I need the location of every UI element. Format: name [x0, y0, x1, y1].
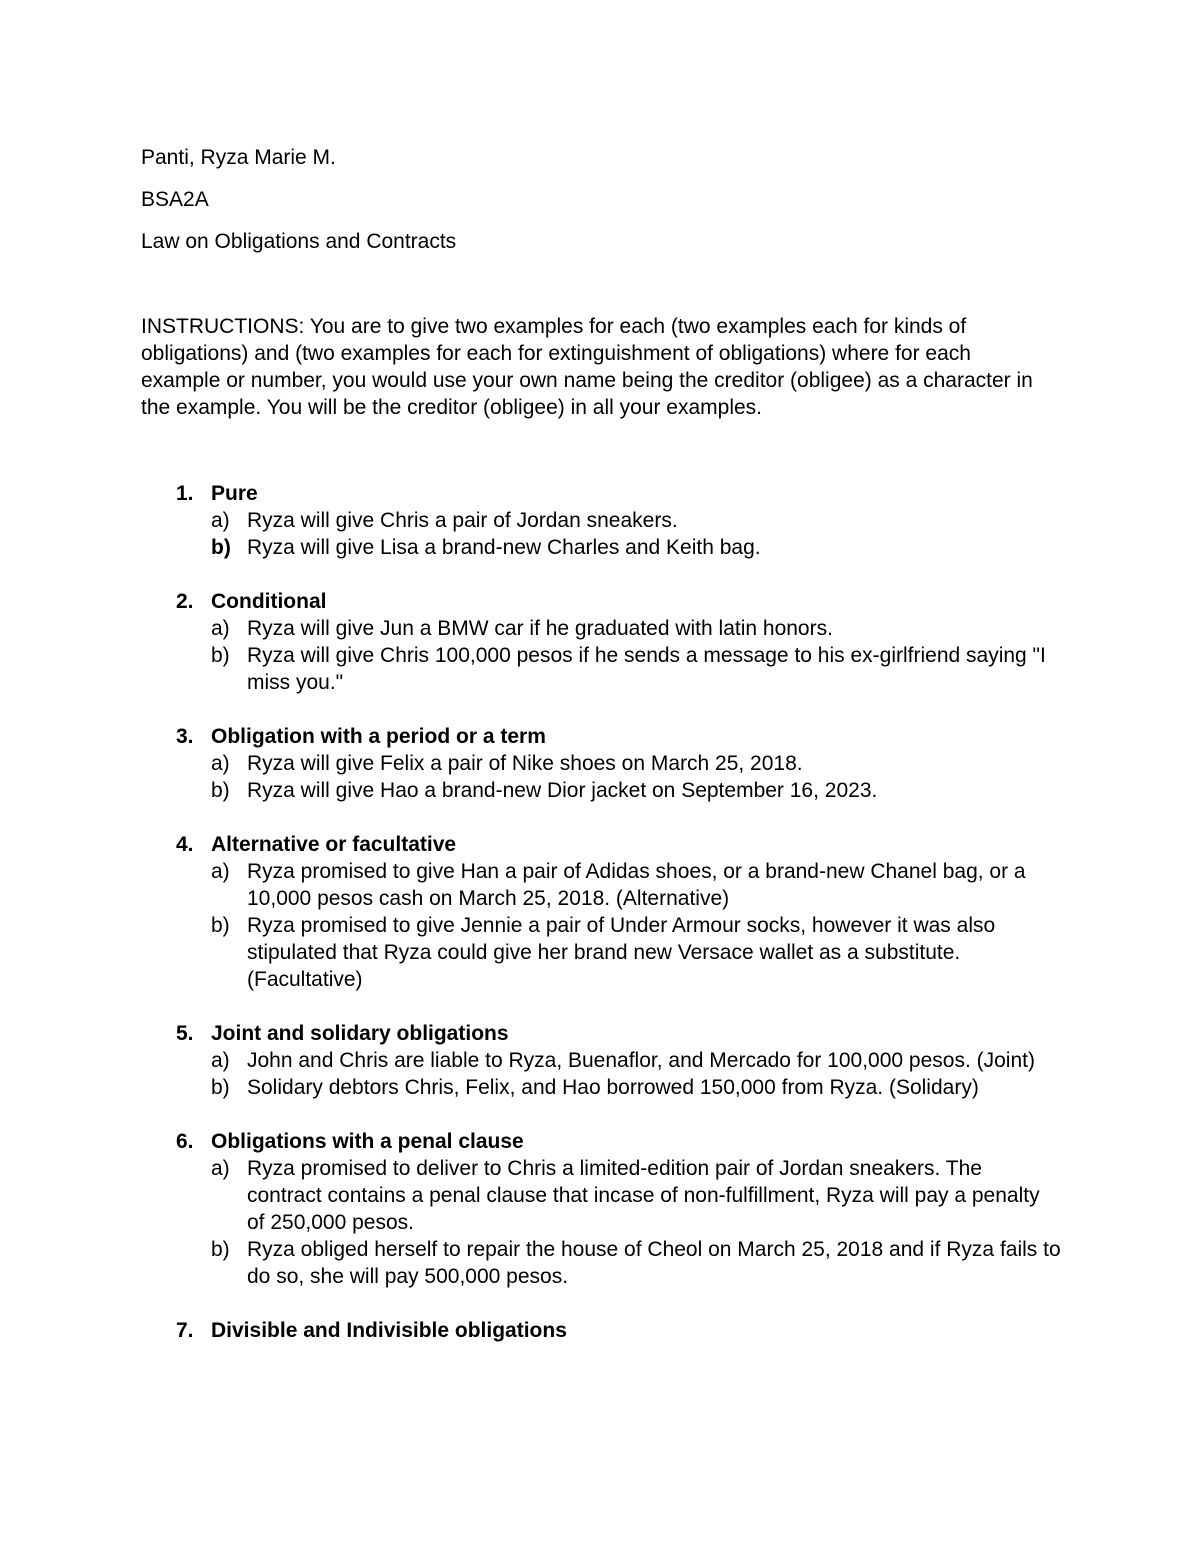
example-item: [141, 1047, 1061, 1074]
section-title: Joint and solidary obligations: [211, 1022, 509, 1045]
example-text: John and Chris are liable to Ryza, Buenaflor, and Mercado for 100,000 pesos. (Joint): [247, 1049, 1035, 1072]
example-label: b): [211, 536, 231, 559]
example-text: Ryza promised to give Jennie a pair of Under Armour socks, however it was also stipulated that Ryza could give her brand new Versace wallet as a substitute. (Facultative): [247, 914, 996, 991]
obligations-list: [141, 480, 1061, 1371]
obligation-section: [141, 480, 1061, 561]
example-label: a): [211, 752, 230, 775]
instructions-paragraph: INSTRUCTIONS: You are to give two examples for each (two examples each for kinds of obligations) and (two examples for each for extinguishment of obligations) where for each example or number, you would use your own name being the creditor (obligee) as a character in the example. You will be the creditor (obligee) in all your examples.: [141, 315, 1033, 419]
section-title: Divisible and Indivisible obligations: [211, 1319, 567, 1342]
example-label: b): [211, 914, 230, 937]
example-item: [141, 507, 1061, 534]
section-heading: [141, 1128, 1061, 1155]
section-number: 7.: [176, 1319, 194, 1342]
student-section: BSA2A: [141, 188, 209, 211]
example-label: a): [211, 509, 230, 532]
example-text: Ryza obliged herself to repair the house of Cheol on March 25, 2018 and if Ryza fails to do so, she will pay 500,000 pesos.: [247, 1238, 1061, 1288]
example-label: b): [211, 779, 230, 802]
example-text: Ryza will give Chris a pair of Jordan sneakers.: [247, 509, 678, 532]
example-item: [141, 534, 1061, 561]
example-label: a): [211, 617, 230, 640]
example-text: Ryza will give Jun a BMW car if he graduated with latin honors.: [247, 617, 833, 640]
section-number: 1.: [176, 482, 194, 505]
example-item: [141, 1155, 1061, 1236]
example-text: Ryza promised to give Han a pair of Adidas shoes, or a brand-new Chanel bag, or a 10,000 pesos cash on March 25, 2018. (Alternative): [247, 860, 1026, 910]
section-title: Obligation with a period or a term: [211, 725, 546, 748]
example-text: Ryza promised to deliver to Chris a limited-edition pair of Jordan sneakers. The contract contains a penal clause that incase of non-fulfillment, Ryza will pay a penalty of 250,000 pesos.: [247, 1157, 1040, 1234]
section-heading: [141, 588, 1061, 615]
example-item: [141, 1074, 1061, 1101]
obligation-section: [141, 1128, 1061, 1290]
example-item: [141, 750, 1061, 777]
student-name: Panti, Ryza Marie M.: [141, 146, 336, 169]
example-text: Ryza will give Felix a pair of Nike shoes on March 25, 2018.: [247, 752, 803, 775]
example-item: [141, 642, 1061, 696]
section-number: 5.: [176, 1022, 194, 1045]
example-item: [141, 1236, 1061, 1290]
example-label: b): [211, 1076, 230, 1099]
example-label: a): [211, 1049, 230, 1072]
section-heading: [141, 1020, 1061, 1047]
example-label: b): [211, 1238, 230, 1261]
section-heading: [141, 723, 1061, 750]
example-text: Ryza will give Lisa a brand-new Charles and Keith bag.: [247, 536, 761, 559]
section-title: Alternative or facultative: [211, 833, 457, 856]
example-text: Ryza will give Chris 100,000 pesos if he sends a message to his ex-girlfriend saying "I miss you.": [247, 644, 1046, 694]
section-title: Conditional: [211, 590, 327, 613]
example-item: [141, 615, 1061, 642]
obligation-section: [141, 1317, 1061, 1344]
obligation-section: [141, 1020, 1061, 1101]
example-item: [141, 858, 1061, 912]
section-title: Obligations with a penal clause: [211, 1130, 524, 1153]
section-number: 6.: [176, 1130, 194, 1153]
section-heading: [141, 480, 1061, 507]
obligation-section: [141, 588, 1061, 696]
section-heading: [141, 1317, 1061, 1344]
obligation-section: [141, 723, 1061, 804]
example-item: [141, 912, 1061, 993]
example-label: b): [211, 644, 230, 667]
section-heading: [141, 831, 1061, 858]
example-item: [141, 777, 1061, 804]
example-label: a): [211, 860, 230, 883]
course-title: Law on Obligations and Contracts: [141, 230, 457, 253]
section-title: Pure: [211, 482, 258, 505]
section-number: 3.: [176, 725, 194, 748]
section-number: 2.: [176, 590, 194, 613]
example-label: a): [211, 1157, 230, 1180]
section-number: 4.: [176, 833, 194, 856]
example-text: Solidary debtors Chris, Felix, and Hao borrowed 150,000 from Ryza. (Solidary): [247, 1076, 979, 1099]
obligation-section: [141, 831, 1061, 993]
example-text: Ryza will give Hao a brand-new Dior jacket on September 16, 2023.: [247, 779, 878, 802]
